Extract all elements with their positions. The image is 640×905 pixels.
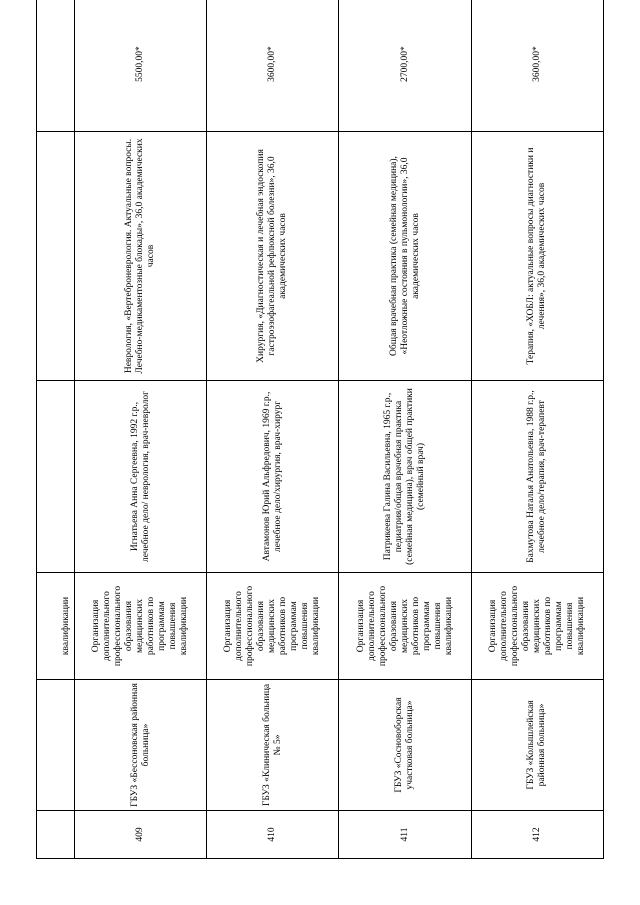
course-price: 5500,00* [74,0,206,132]
organization-name: ГБУЗ «Бессоновская районная больница» [74,680,206,811]
specialist-info: Автамонов Юрий Альфредович, 1969 г.р., лечебное дело/хирургия, врач-хирург [207,381,339,573]
row-number: 411 [339,811,471,859]
header-fio-cell [37,381,75,573]
course-price: 3600,00* [207,0,339,132]
organization-type: Организация дополнительного профессионального образования медицинских работников по программам повышения квалификации [339,573,471,680]
course-info: Хирургия, «Диагностическая и лечебная эндоскопия гастроэзофагеальной рефлюксной болезни», 36,0 академических часов [207,132,339,381]
organization-name: ГБУЗ «Сосновоборская участковая больница» [339,680,471,811]
specialist-info: Игнатьева Анна Сергеевна, 1992 г.р., лечебное дело/ неврология, врач-невролог [74,381,206,573]
table-header-row [37,0,75,859]
course-info: Общая врачебная практика (семейная медицина), «Неотложные состояния в пульмонологии», 36,0 академических часов [339,132,471,381]
course-info: Терапия, «ХОБЛ: актуальные вопросы диагностики и лечения», 36,0 академических часов [471,132,603,381]
specialist-info: Бахмутова Наталья Анатольевна, 1988 г.р., лечебное дело/терапия, врач-терапевт [471,381,603,573]
table-row [339,0,471,859]
table-row [471,0,603,859]
organization-name: ГБУЗ «Клиническая больница № 5» [207,680,339,811]
organization-name: ГБУЗ «Колышлейская районная больница» [471,680,603,811]
row-number: 409 [74,811,206,859]
training-table [36,0,604,859]
header-org-cell [37,680,75,811]
organization-type: Организация дополнительного профессионального образования медицинских работников по программам повышения квалификации [74,573,206,680]
header-price-cell [37,0,75,132]
course-price: 2700,00* [339,0,471,132]
organization-type: Организация дополнительного профессионального образования медицинских работников по программам повышения квалификации [207,573,339,680]
course-info: Неврология, «Вертеброневрология. Актуальные вопросы. Лечебно-медикаментозные блокады», 36,0 академических часов [74,132,206,381]
rotated-table-wrapper [36,39,604,859]
header-num-cell [37,811,75,859]
header-type-cell: квалификации [37,573,75,680]
row-number: 410 [207,811,339,859]
specialist-info: Патрикеева Галина Васильевна, 1965 г.р., педиатрия/общая врачебная практика (семейная медицина), врач общей практики (семейный врач) [339,381,471,573]
organization-type: Организация дополнительного профессионального образования медицинских работников по программам повышения квалификации [471,573,603,680]
header-course-cell [37,132,75,381]
table-row [207,0,339,859]
row-number: 412 [471,811,603,859]
course-price: 3600,00* [471,0,603,132]
table-row [74,0,206,859]
